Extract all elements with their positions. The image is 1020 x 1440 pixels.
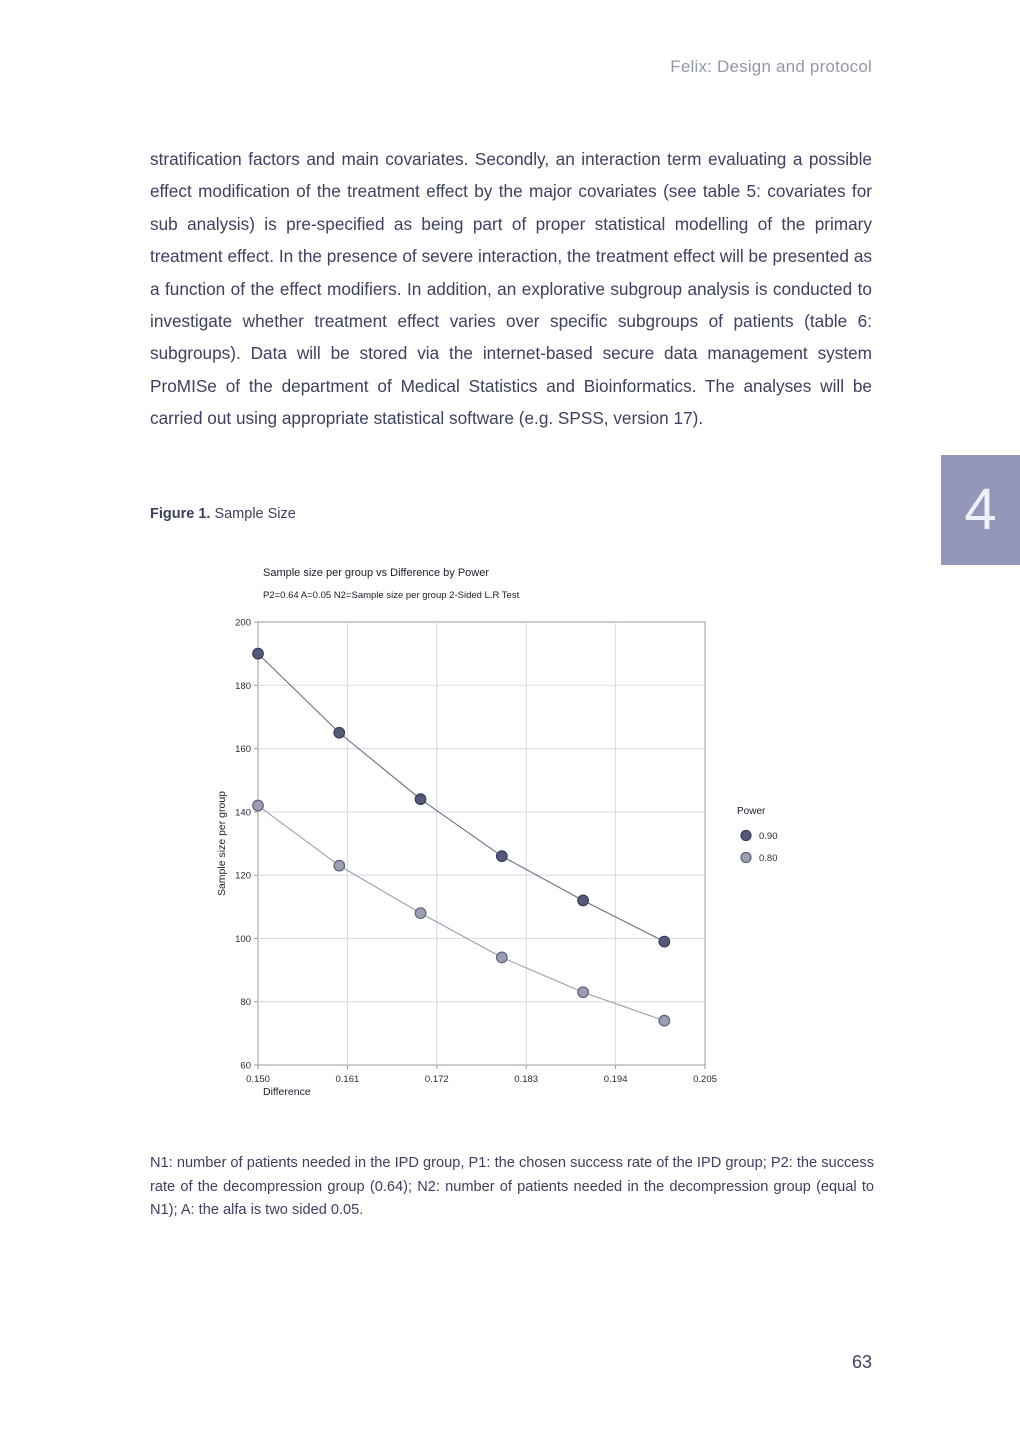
x-tick-label: 0.150 bbox=[246, 1074, 270, 1085]
data-point bbox=[659, 1015, 670, 1026]
legend-label: 0.80 bbox=[759, 853, 778, 864]
series-line-0.90 bbox=[258, 654, 664, 942]
data-point bbox=[578, 987, 589, 998]
data-point bbox=[253, 648, 264, 659]
series-line-0.80 bbox=[258, 806, 664, 1021]
y-tick-label: 160 bbox=[235, 744, 251, 756]
y-tick-label: 100 bbox=[235, 933, 251, 945]
data-point bbox=[253, 800, 264, 811]
y-tick-label: 120 bbox=[235, 870, 251, 882]
legend-marker bbox=[741, 853, 751, 863]
page-number: 63 bbox=[851, 1352, 872, 1372]
sample-size-chart bbox=[215, 558, 835, 1118]
x-axis-label: Difference bbox=[263, 1086, 311, 1098]
data-point bbox=[334, 860, 345, 871]
body-paragraph: stratification factors and main covariates. Secondly, an interaction term evaluating a possible effect modification of the treatment effect by the major covariates (see table 5: covariates for sub analysis) is pre-specified as being part of proper statistical modelling of the primary treatment effect. In the presence of severe interaction, the treatment effect will be presented as a function of the effect modifiers. In addition, an explorative subgroup analysis is conducted to investigate whether treatment effect varies over specific subgroups of patients (table 6: subgroups). Data will be stored via the internet-based secure data management system ProMISe of the department of Medical Statistics and Bioinformatics. The analyses will be carried out using appropriate statistical software (e.g. SPSS, version 17). bbox=[150, 149, 872, 429]
x-tick-label: 0.161 bbox=[335, 1074, 360, 1085]
legend-title: Power bbox=[737, 806, 766, 817]
chapter-tab bbox=[941, 455, 1020, 565]
x-tick-label: 0.172 bbox=[424, 1074, 449, 1085]
y-tick-label: 180 bbox=[235, 680, 251, 692]
y-tick-label: 60 bbox=[240, 1060, 251, 1072]
data-point bbox=[659, 936, 670, 947]
data-point bbox=[497, 952, 508, 963]
x-tick-label: 0.194 bbox=[603, 1074, 628, 1085]
plot-border bbox=[258, 622, 705, 1065]
figure-caption bbox=[150, 506, 296, 522]
data-point bbox=[415, 908, 426, 919]
data-point bbox=[497, 851, 508, 862]
y-tick-label: 200 bbox=[235, 617, 251, 629]
chart-title: Sample size per group vs Difference by Power bbox=[263, 567, 490, 579]
y-tick-label: 140 bbox=[235, 807, 251, 819]
x-tick-label: 0.205 bbox=[693, 1074, 717, 1085]
x-tick-label: 0.183 bbox=[514, 1074, 539, 1085]
running-header: Felix: Design and protocol bbox=[670, 57, 872, 76]
figure-footnote: N1: number of patients needed in the IPD group, P1: the chosen success rate of the IPD group; P2: the success rate of the decompression group (0.64); N2: number of patients needed in the decompression group (equal to N1); A: the alfa is two sided 0.05. bbox=[150, 1155, 874, 1218]
data-point bbox=[334, 727, 345, 738]
figure-caption-label: Figure 1. bbox=[150, 506, 211, 522]
legend-label: 0.90 bbox=[759, 831, 778, 842]
sample-size-figure bbox=[215, 558, 835, 1118]
data-point bbox=[578, 895, 589, 906]
legend-marker bbox=[741, 831, 751, 841]
y-axis-label: Sample size per group bbox=[216, 790, 228, 897]
chart-subtitle: P2=0.64 A=0.05 N2=Sample size per group 2-Sided L.R Test bbox=[263, 590, 520, 601]
y-tick-label: 80 bbox=[240, 997, 251, 1009]
data-point bbox=[415, 794, 426, 805]
figure-caption-text: Sample Size bbox=[214, 506, 296, 522]
chapter-number: 4 bbox=[964, 477, 997, 542]
